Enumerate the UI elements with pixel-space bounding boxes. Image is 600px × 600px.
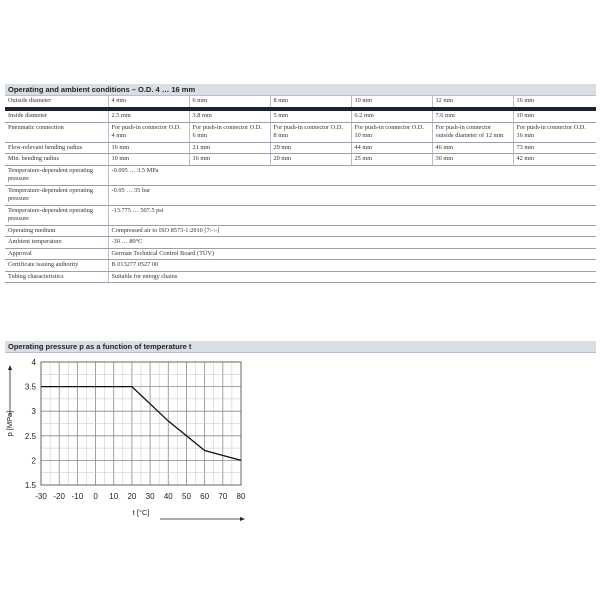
row-label: Certificate issuing authority: [5, 260, 108, 272]
table-cell: 46 mm: [432, 142, 513, 154]
x-tick-label: 30: [145, 492, 155, 501]
table-cell: For push-in connector O.D. 6 mm: [189, 122, 270, 142]
table-cell: 16 mm: [189, 154, 270, 166]
table-row: [5, 225, 596, 237]
table-cell: 44 mm: [351, 142, 432, 154]
table-cell: 6 mm: [189, 96, 270, 109]
row-label: Approval: [5, 248, 108, 260]
row-label: Outside diameter: [5, 96, 108, 109]
x-tick-label: 60: [200, 492, 210, 501]
y-tick-label: 2: [31, 456, 36, 466]
row-label: Flow-relevant bending radius: [5, 142, 108, 154]
table-section-title: Operating and ambient conditions – O.D. 4 … 16 mm: [5, 84, 596, 96]
table-cell: 16 mm: [513, 96, 596, 109]
row-label: Tubing characteristics: [5, 271, 108, 283]
table-cell-span: -13.775 … 507.5 psi: [108, 205, 596, 225]
table-cell: For push-in connector O.D. 4 mm: [108, 122, 189, 142]
x-axis-label: t [°C]: [132, 508, 150, 517]
y-tick-label: 3: [31, 407, 36, 417]
row-label: Pneumatic connection: [5, 122, 108, 142]
y-tick-label: 4: [31, 358, 36, 367]
x-tick-label: 50: [182, 492, 191, 501]
table-cell-span: German Technical Control Board (TÜV): [108, 248, 596, 260]
row-label: Temperature-dependent operating pressure: [5, 205, 108, 225]
table-cell-span: -30 … 80°C: [108, 237, 596, 249]
x-tick-label: -30: [35, 492, 47, 501]
table-cell-span: -0.095 … 3.5 MPa: [108, 165, 596, 185]
table-cell: 20 mm: [270, 154, 351, 166]
x-tick-label: 70: [218, 492, 228, 501]
table-row: [5, 165, 596, 185]
chart-grid: [41, 362, 241, 485]
x-tick-label: 80: [236, 492, 246, 501]
table-row: [5, 205, 596, 225]
y-tick-label: 2.5: [24, 431, 36, 441]
table-cell: 7.6 mm: [432, 109, 513, 122]
x-tick-label: -10: [71, 492, 84, 501]
table-cell: 2.5 mm: [108, 109, 189, 122]
table-row: [5, 271, 596, 283]
table-cell: 5 mm: [270, 109, 351, 122]
table-cell-span: Compressed air to ISO 8573-1:2010 [7:-:-]: [108, 225, 596, 237]
x-tick-label: 40: [163, 492, 173, 501]
table-row: [5, 260, 596, 272]
table-cell: For push-in connector outside diameter of 12 mm: [432, 122, 513, 142]
table-cell: 10 mm: [108, 154, 189, 166]
row-label: Ambient temperature: [5, 237, 108, 249]
table-cell-span: -0.95 … 35 bar: [108, 185, 596, 205]
table-cell: 21 mm: [189, 142, 270, 154]
table-cell: 73 mm: [513, 142, 596, 154]
table-cell: 4 mm: [108, 96, 189, 109]
row-label: Min. bending radius: [5, 154, 108, 166]
x-tick-label: 10: [109, 492, 119, 501]
y-tick-label: 1.5: [24, 481, 36, 490]
table-cell: 42 mm: [513, 154, 596, 166]
y-axis-label: p [MPa]: [5, 410, 14, 437]
row-label: Inside diameter: [5, 109, 108, 122]
table-row: [5, 248, 596, 260]
table-row: [5, 154, 596, 166]
table-cell: 30 mm: [432, 154, 513, 166]
table-row: [5, 185, 596, 205]
table-cell: 29 mm: [270, 142, 351, 154]
x-tick-label: 20: [127, 492, 137, 501]
x-tick-label: 0: [93, 492, 98, 501]
table-cell: 25 mm: [351, 154, 432, 166]
table-cell: 16 mm: [108, 142, 189, 154]
table-cell: 10 mm: [513, 109, 596, 122]
y-tick-label: 3.5: [24, 382, 36, 392]
table-cell: 12 mm: [432, 96, 513, 109]
table-row: [5, 96, 596, 109]
table-cell: For push-in connector O.D. 10 mm: [351, 122, 432, 142]
table-cell: For push-in connector O.D. 16 mm: [513, 122, 596, 142]
row-label: Temperature-dependent operating pressure: [5, 185, 108, 205]
spec-table: [5, 96, 596, 283]
table-row: [5, 122, 596, 142]
table-row: [5, 109, 596, 122]
x-tick-label: -20: [53, 492, 65, 501]
pressure-temperature-chart: [0, 352, 600, 532]
table-cell-span: B 013277 0527 00: [108, 260, 596, 272]
table-cell-span: Suitable for energy chains: [108, 271, 596, 283]
table-cell: 10 mm: [351, 96, 432, 109]
row-label: Operating medium: [5, 225, 108, 237]
table-cell: 6.2 mm: [351, 109, 432, 122]
chart-section-title: Operating pressure p as a function of temperature t: [5, 341, 596, 353]
table-cell: 8 mm: [270, 96, 351, 109]
table-cell: 3.8 mm: [189, 109, 270, 122]
table-row: [5, 142, 596, 154]
table-cell: For push-in connector O.D. 8 mm: [270, 122, 351, 142]
row-label: Temperature-dependent operating pressure: [5, 165, 108, 185]
table-row: [5, 237, 596, 249]
